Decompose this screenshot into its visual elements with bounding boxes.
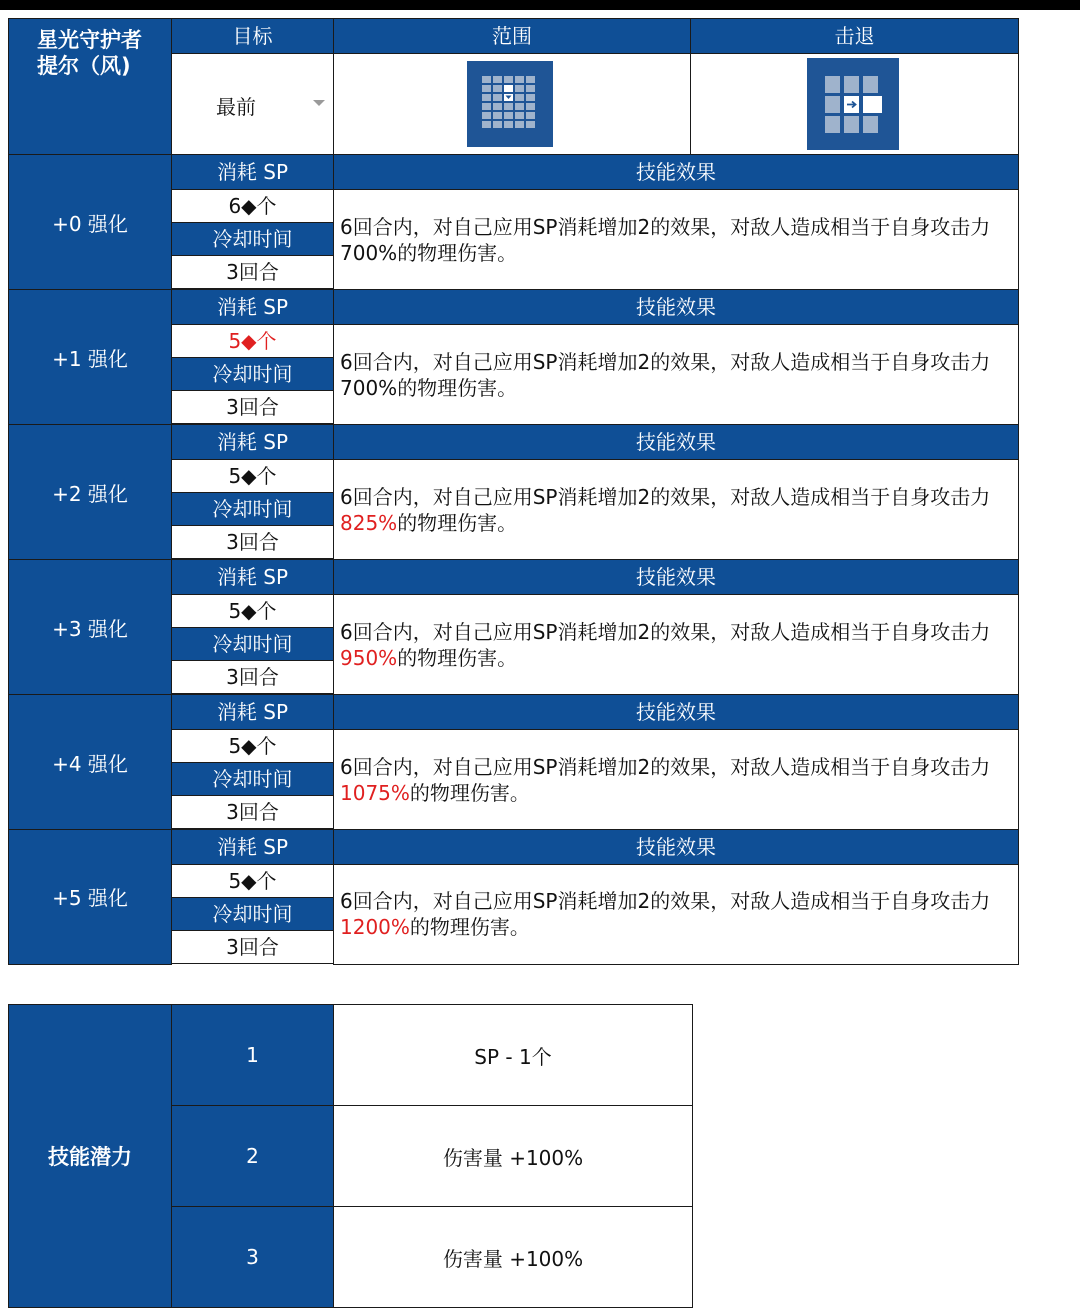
cooldown-header: 冷却时间: [172, 358, 334, 391]
sp-cost-value: 5◆个: [172, 730, 334, 763]
sp-cost-value: 5◆个: [172, 325, 334, 358]
enhance-level-label: +1 强化: [9, 290, 172, 425]
sp-cost-value: 6◆个: [172, 190, 334, 223]
cooldown-header: 冷却时间: [172, 763, 334, 796]
cooldown-value: 3回合: [172, 661, 334, 694]
potential-value: SP - 1个: [334, 1005, 693, 1106]
enhance-level-label: +4 强化: [9, 695, 172, 830]
sp-cost-header: 消耗 SP: [172, 290, 334, 325]
enhance-level-label: +5 强化: [9, 830, 172, 965]
sp-cost-header: 消耗 SP: [172, 695, 334, 730]
skill-effect-text: [334, 595, 1019, 695]
sp-cost-header: 消耗 SP: [172, 560, 334, 595]
skill-table-wrapper: [8, 18, 1018, 965]
enhance-level-label: +2 强化: [9, 425, 172, 560]
damage-percent: 1200%: [340, 915, 410, 940]
potential-label: 技能潜力: [9, 1005, 172, 1308]
effect-suffix: 的物理伤害。: [397, 510, 518, 535]
skill-effect-text: [334, 190, 1019, 290]
cooldown-header: 冷却时间: [172, 628, 334, 661]
potential-number: 2: [172, 1106, 334, 1207]
cooldown-value: 3回合: [172, 391, 334, 424]
cooldown-header: 冷却时间: [172, 493, 334, 526]
damage-percent: 700%: [340, 375, 398, 400]
knockback-cell: [691, 54, 1019, 155]
levels-body: [9, 155, 1019, 965]
skill-effect-text: [334, 325, 1019, 425]
knockback-arrow-icon: [807, 58, 899, 150]
effect-suffix: 的物理伤害。: [397, 240, 518, 265]
skill-effect-header: 技能效果: [334, 695, 1019, 730]
sp-cost-value: 5◆个: [172, 595, 334, 628]
effect-prefix: 6回合内，对自己应用SP消耗增加2的效果，对敌人造成相当于自身攻击力: [340, 889, 991, 914]
skill-effect-header: 技能效果: [334, 155, 1019, 190]
character-name-line1: 星光守护者: [37, 28, 142, 52]
cooldown-value: 3回合: [172, 526, 334, 559]
sp-cost-value: 5◆个: [172, 865, 334, 898]
skill-effect-header: 技能效果: [334, 290, 1019, 325]
potential-value: 伤害量 +100%: [334, 1106, 693, 1207]
grid-range-icon: [467, 61, 553, 147]
target-select[interactable]: [172, 54, 334, 155]
skill-effect-header: 技能效果: [334, 830, 1019, 865]
skill-effect-header: 技能效果: [334, 425, 1019, 460]
effect-suffix: 的物理伤害。: [409, 780, 530, 805]
knockback-header: 击退: [691, 19, 1019, 54]
cooldown-value: 3回合: [172, 931, 334, 964]
potential-table-wrapper: [8, 1004, 692, 1308]
target-value: 最前: [216, 95, 256, 119]
damage-percent: 950%: [340, 645, 398, 670]
effect-suffix: 的物理伤害。: [397, 645, 518, 670]
effect-prefix: 6回合内，对自己应用SP消耗增加2的效果，对敌人造成相当于自身攻击力: [340, 349, 991, 374]
skill-effect-text: [334, 865, 1019, 965]
dropdown-arrow-icon[interactable]: [313, 100, 325, 106]
effect-prefix: 6回合内，对自己应用SP消耗增加2的效果，对敌人造成相当于自身攻击力: [340, 619, 991, 644]
potential-value: 伤害量 +100%: [334, 1207, 693, 1308]
sp-cost-value: 5◆个: [172, 460, 334, 493]
range-header: 范围: [334, 19, 691, 54]
target-header: 目标: [172, 19, 334, 54]
effect-prefix: 6回合内，对自己应用SP消耗增加2的效果，对敌人造成相当于自身攻击力: [340, 484, 991, 509]
effect-prefix: 6回合内，对自己应用SP消耗增加2的效果，对敌人造成相当于自身攻击力: [340, 214, 991, 239]
sp-cost-header: 消耗 SP: [172, 155, 334, 190]
cooldown-value: 3回合: [172, 796, 334, 829]
skill-effect-header: 技能效果: [334, 560, 1019, 595]
character-name-cell: [9, 19, 172, 155]
potential-number: 1: [172, 1005, 334, 1106]
top-black-bar: [0, 0, 1080, 10]
cooldown-header: 冷却时间: [172, 223, 334, 256]
potential-table: [8, 1004, 693, 1308]
skill-table: [8, 18, 1019, 965]
sp-cost-header: 消耗 SP: [172, 425, 334, 460]
effect-suffix: 的物理伤害。: [409, 915, 530, 940]
skill-effect-text: [334, 460, 1019, 560]
cooldown-value: 3回合: [172, 256, 334, 289]
effect-prefix: 6回合内，对自己应用SP消耗增加2的效果，对敌人造成相当于自身攻击力: [340, 754, 991, 779]
damage-percent: 825%: [340, 510, 398, 535]
potential-number: 3: [172, 1207, 334, 1308]
sp-cost-header: 消耗 SP: [172, 830, 334, 865]
enhance-level-label: +0 强化: [9, 155, 172, 290]
character-name-line2: 提尔（风): [37, 54, 131, 78]
cooldown-header: 冷却时间: [172, 898, 334, 931]
effect-suffix: 的物理伤害。: [397, 375, 518, 400]
skill-effect-text: [334, 730, 1019, 830]
range-cell: [334, 54, 691, 155]
damage-percent: 700%: [340, 240, 398, 265]
enhance-level-label: +3 强化: [9, 560, 172, 695]
damage-percent: 1075%: [340, 780, 410, 805]
